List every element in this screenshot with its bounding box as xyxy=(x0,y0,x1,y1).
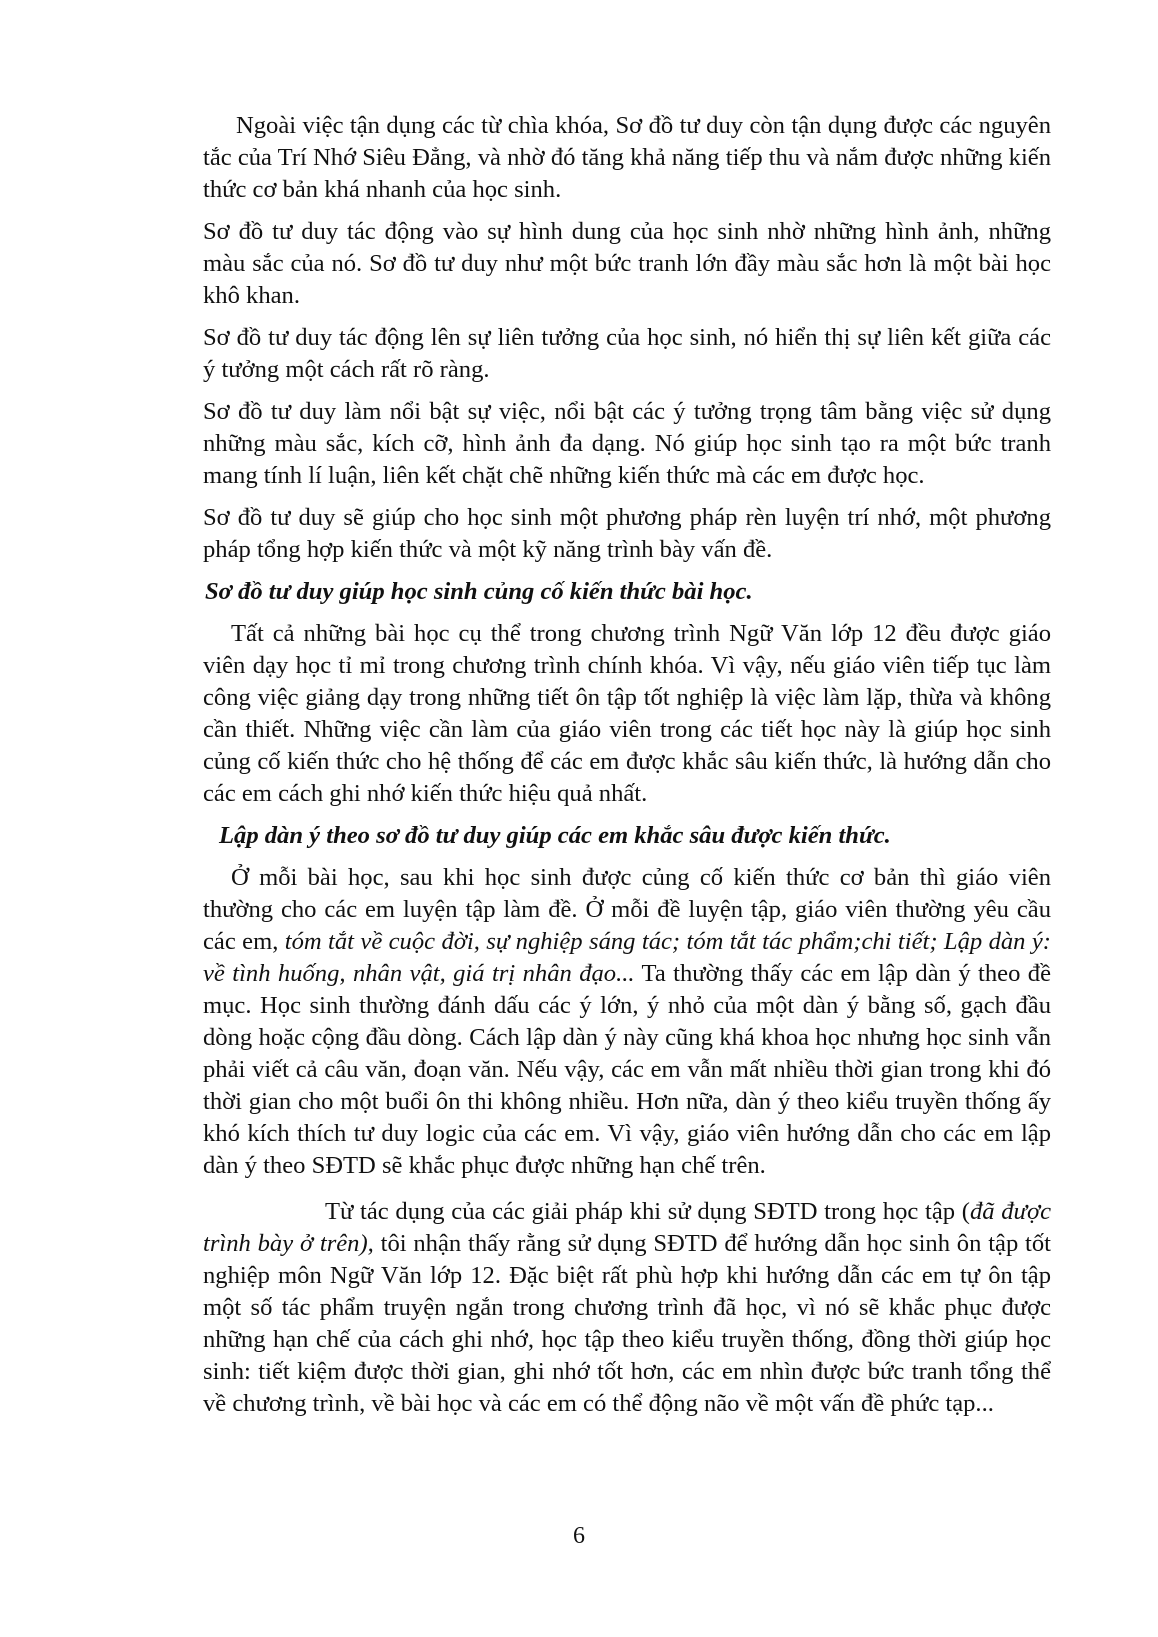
paragraph-7-part-c: Ta thường thấy các em lập dàn ý theo đề mục. Học sinh thường đánh dấu các ý lớn, ý nhỏ của một dàn ý bằng số, gạch đầu dòng hoặc cộng đầu dòng. Cách lập dàn ý này cũng khá khoa học nhưng học sinh vẫn phải viết cả câu văn, đoạn văn. Nếu vậy, các em vẫn mất nhiều thời gian trong khi đó thời gian cho một buổi ôn thi không nhiều. Hơn nữa, dàn ý theo kiểu truyền thống ấy khó kích thích tư duy logic của các em. Vì vậy, giáo viên hướng dẫn cho các em lập dàn ý theo SĐTD sẽ khắc phục được những hạn chế trên. xyxy=(203,960,1051,1179)
paragraph-5: Sơ đồ tư duy sẽ giúp cho học sinh một phương pháp rèn luyện trí nhớ, một phương pháp tổng hợp kiến thức và một kỹ năng trình bày vấn đề. xyxy=(203,504,1051,563)
page-number: 6 xyxy=(573,1523,585,1549)
paragraph-7-italic: tóm tắt về cuộc đời, sự nghiệp sáng tác; tóm tắt tác phẩm;chi tiết; Lập dàn ý: về tình huống, nhân vật, giá trị nhân đạo... xyxy=(203,928,1051,987)
paragraph-1: Ngoài việc tận dụng các từ chìa khóa, Sơ đồ tư duy còn tận dụng được các nguyên tắc của Trí Nhớ Siêu Đẳng, và nhờ đó tăng khả năng tiếp thu và nắm được những kiến thức cơ bản khá nhanh của học sinh. xyxy=(203,112,1051,203)
paragraph-7-part-a: Ở mỗi bài học, sau khi học sinh được củng cố kiến thức cơ bản thì giáo viên thường cho các em luyện tập làm đề. Ở mỗi đề luyện tập, giáo viên thường yêu cầu các em, xyxy=(203,864,1051,955)
paragraph-6: Tất cả những bài học cụ thể trong chương trình Ngữ Văn lớp 12 đều được giáo viên dạy học tỉ mỉ trong chương trình chính khóa. Vì vậy, nếu giáo viên tiếp tục làm công việc giảng dạy trong những tiết ôn tập tốt nghiệp là việc làm lặp, thừa và không cần thiết. Những việc cần làm của giáo viên trong các tiết học này là giúp học sinh củng cố kiến thức cho hệ thống để các em được khắc sâu kiến thức, là hướng dẫn cho các em cách ghi nhớ kiến thức hiệu quả nhất. xyxy=(203,620,1051,807)
paragraph-4: Sơ đồ tư duy làm nổi bật sự việc, nổi bật các ý tưởng trọng tâm bằng việc sử dụng những màu sắc, kích cỡ, hình ảnh đa dạng. Nó giúp học sinh tạo ra một bức tranh mang tính lí luận, liên kết chặt chẽ những kiến thức mà các em được học. xyxy=(203,398,1051,489)
paragraph-8 xyxy=(203,1196,1051,1420)
section-heading-consolidate: Sơ đồ tư duy giúp học sinh củng cố kiến thức bài học. xyxy=(205,578,753,605)
section-heading-outline: Lập dàn ý theo sơ đồ tư duy giúp các em khắc sâu được kiến thức. xyxy=(219,822,891,849)
paragraph-2 xyxy=(203,216,1051,312)
paragraph-7 xyxy=(203,862,1051,1182)
paragraph-2-text: Sơ đồ tư duy tác động vào sự hình dung của học sinh nhờ những hình ảnh, những màu sắc của nó. Sơ đồ tư duy như một bức tranh lớn đầy màu sắc hơn là một bài học khô khan. xyxy=(203,218,1051,309)
paragraph-8-part-a: Từ tác dụng của các giải pháp khi sử dụng SĐTD trong học tập ( xyxy=(325,1198,970,1225)
paragraph-8-part-c: tôi nhận thấy rằng sử dụng SĐTD để hướng dẫn học sinh ôn tập tốt nghiệp môn Ngữ Văn lớp 12. Đặc biệt rất phù hợp khi hướng dẫn các em tự ôn tập một số tác phẩm truyện ngắn trong chương trình đã học, vì nó sẽ khắc phục được những hạn chế của cách ghi nhớ, học tập theo kiểu truyền thống, đồng thời giúp học sinh: tiết kiệm được thời gian, ghi nhớ tốt hơn, các em nhìn được bức tranh tổng thể về chương trình, về bài học và các em có thể động não về một vấn đề phức tạp... xyxy=(203,1230,1051,1417)
paragraph-8-italic: đã được trình bày ở trên), xyxy=(203,1198,1051,1257)
document-body xyxy=(203,110,1051,1430)
paragraph-3: Sơ đồ tư duy tác động lên sự liên tưởng của học sinh, nó hiển thị sự liên kết giữa các ý tưởng một cách rất rõ ràng. xyxy=(203,324,1051,383)
